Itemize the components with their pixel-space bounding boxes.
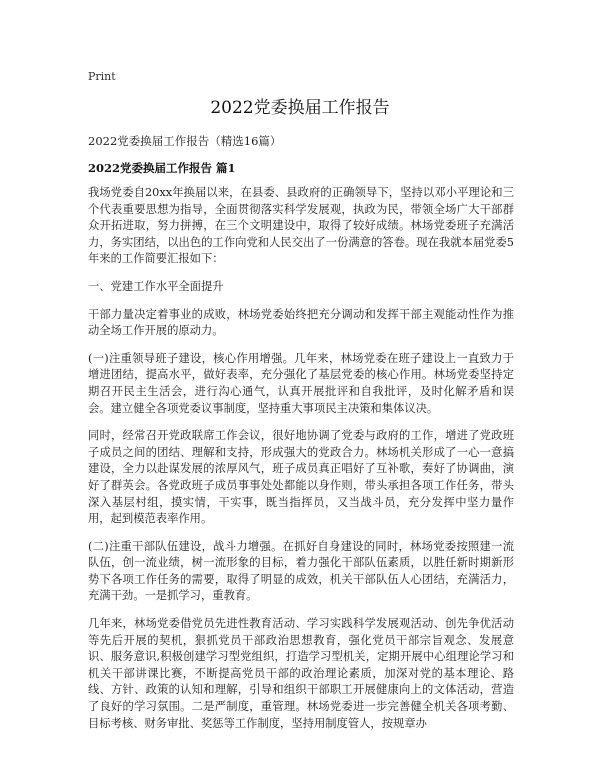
document-body <box>88 185 514 743</box>
paragraph-joint-meetings: 同时，经常召开党政联席工作会议，很好地协调了党委与政府的工作，增进了党政班子成员之间的团结、理解和支持，形成强大的党政合力。林场机关形成了一心一意搞建设，全力以赴谋发展的浓厚风气，班子成员真正唱好了互补歌，奏好了协调曲，演好了群英会。各党政班子成员事事处处都能以身作则，带头承担各项工作任务，带头深入基层村组，摸实情，干实事，既当指挥员，又当战斗员，充分发挥中坚力量作用，起到模范表率作用。 <box>88 429 514 526</box>
print-link[interactable]: Print <box>88 70 116 83</box>
paragraph-heading-party-building: 一、党建工作水平全面提升 <box>88 279 224 293</box>
paragraph-cadre-strength: 干部力量决定着事业的成败，林场党委始终把充分调动和发挥干部主观能动性作为推动全场工作开展的原动力。 <box>88 307 514 338</box>
section-heading: 2022党委换届工作报告 篇1 <box>88 161 236 175</box>
paragraph-leadership-building: (一)注重领导班子建设，核心作用增强。几年来，林场党委在班子建设上一直致力于增进团结，提高水平，做好表率，充分强化了基层党委的核心作用。林场党委坚持定期召开民主生活会，进行沟心通气，认真开展批评和自我批评，及时化解矛盾和误会。建立健全各项党委议事制度，坚持重大事项民主决策和集体议决。 <box>88 351 514 415</box>
document-title: 2022党委换届工作报告 <box>210 98 390 118</box>
paragraph-intro: 我场党委自20xx年换届以来，在县委、县政府的正确领导下，坚持以邓小平理论和三个代表重要思想为指导，全面贯彻落实科学发展观，执政为民，带领全场广大干部群众开拓进取，努力拼搏，在三个文明建设中，取得了较好成绩。林场党委班子充满活力，务实团结，以出色的工作向党和人民交出了一份满意的答卷。现在我就本届党委5年来的工作简要汇报如下： <box>88 186 514 266</box>
document-subtitle: 2022党委换届工作报告（精选16篇） <box>88 134 282 148</box>
paragraph-education: 几年来，林场党委借党员先进性教育活动、学习实践科学发展观活动、创先争优活动等先后开展的契机，狠抓党员干部政治思想教育，强化党员干部宗旨观念、发展意识、服务意识,积极创建学习型党组织，打造学习型机关，定期开展中心组理论学习和机关干部讲课比赛，不断提高党员干部的政治理论素质，加深对党的基本理论、路线、方针、政策的认知和理解，引导和组织干部职工开展健康向上的文体活动，营造了良好的学习氛围。二是严制度，重管理。林场党委进一步完善健全机关各项考勤、目标考核、财务审批、奖惩等工作制度，坚持用制度管人，按规章办 <box>88 617 514 730</box>
paragraph-team-building: (二)注重干部队伍建设，战斗力增强。在抓好自身建设的同时，林场党委按照建一流队伍，创一流业绩，树一流形象的目标，着力强化干部队伍素质，以胜任新时期新形势下各项工作任务的需要，取得了明显的成效，机关干部队伍人心团结，充满活力，充满干劲。一是抓学习，重教育。 <box>88 539 514 603</box>
